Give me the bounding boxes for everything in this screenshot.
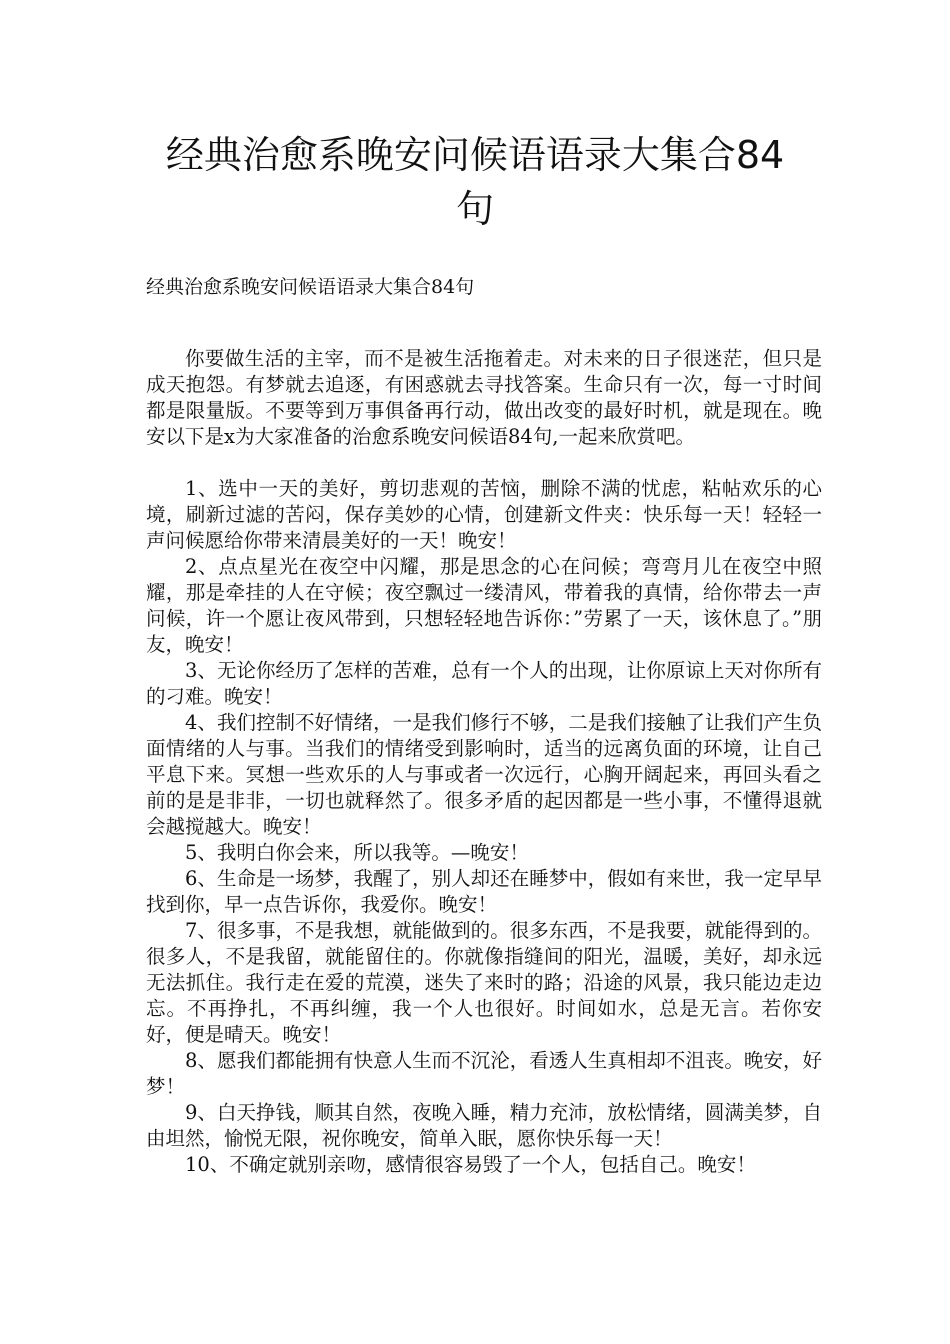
quote-item-9: 9、白天挣钱，顺其自然，夜晚入睡，精力充沛，放松情绪，圆满美梦，自由坦然，愉悦无限，祝你晚安，简单入眠，愿你快乐每一天！ [146,1101,822,1150]
document-subtitle: 经典治愈系晚安问候语语录大集合84句 [146,276,475,298]
quote-item-1: 1、选中一天的美好，剪切悲观的苦恼，删除不满的忧虑，粘帖欢乐的心境，刷新过滤的苦闷，保存美妙的心情，创建新文件夹：快乐每一天！轻轻一声问候愿给你带来清晨美好的一天！晚安！ [146,477,822,552]
paragraph-spacer [146,450,822,476]
document-body [146,346,822,1178]
intro-paragraph: 你要做生活的主宰，而不是被生活拖着走。对未来的日子很迷茫，但只是成天抱怨。有梦就去追逐，有困惑就去寻找答案。生命只有一次，每一寸时间都是限量版。不要等到万事俱备再行动，做出改变的最好时机，就是现在。晚安以下是x为大家准备的治愈系晚安问候语84句,一起来欣赏吧。 [146,347,822,448]
quote-item-5: 5、我明白你会来，所以我等。—晚安！ [185,841,529,864]
quote-item-10: 10、不确定就别亲吻，感情很容易毁了一个人，包括自己。晚安！ [185,1153,756,1176]
quote-item-4: 4、我们控制不好情绪，一是我们修行不够，二是我们接触了让我们产生负面情绪的人与事。当我们的情绪受到影响时，适当的远离负面的环境，让自己平息下来。冥想一些欢乐的人与事或者一次远行，心胸开阔起来，再回头看之前的是是非非，一切也就释然了。很多矛盾的起因都是一些小事，不懂得退就会越搅越大。晚安！ [146,711,822,838]
document-title: 经典治愈系晚安问候语语录大集合84句 [165,133,785,231]
quote-item-7: 7、很多事，不是我想，就能做到的。很多东西，不是我要，就能得到的。很多人，不是我留，就能留住的。你就像指缝间的阳光，温暖，美好，却永远无法抓住。我行走在爱的荒漠，迷失了来时的路；沿途的风景，我只能边走边忘。不再挣扎，不再纠缠，我一个人也很好。时间如水，总是无言。若你安好，便是晴天。晚安！ [146,919,822,1046]
quote-item-3: 3、无论你经历了怎样的苦难，总有一个人的出现，让你原谅上天对你所有的刁难。晚安！ [146,659,822,708]
quote-item-6: 6、生命是一场梦，我醒了，别人却还在睡梦中，假如有来世，我一定早早找到你，早一点告诉你，我爱你。晚安！ [146,867,822,916]
quote-item-2: 2、点点星光在夜空中闪耀，那是思念的心在问候；弯弯月儿在夜空中照耀，那是牵挂的人在守候；夜空飘过一缕清风，带着我的真情，给你带去一声问候，许一个愿让夜风带到，只想轻轻地告诉你：”劳累了一天，该休息了。”朋友，晚安！ [146,555,822,656]
quote-item-8: 8、愿我们都能拥有快意人生而不沉沦，看透人生真相却不沮丧。晚安，好梦！ [146,1049,822,1098]
